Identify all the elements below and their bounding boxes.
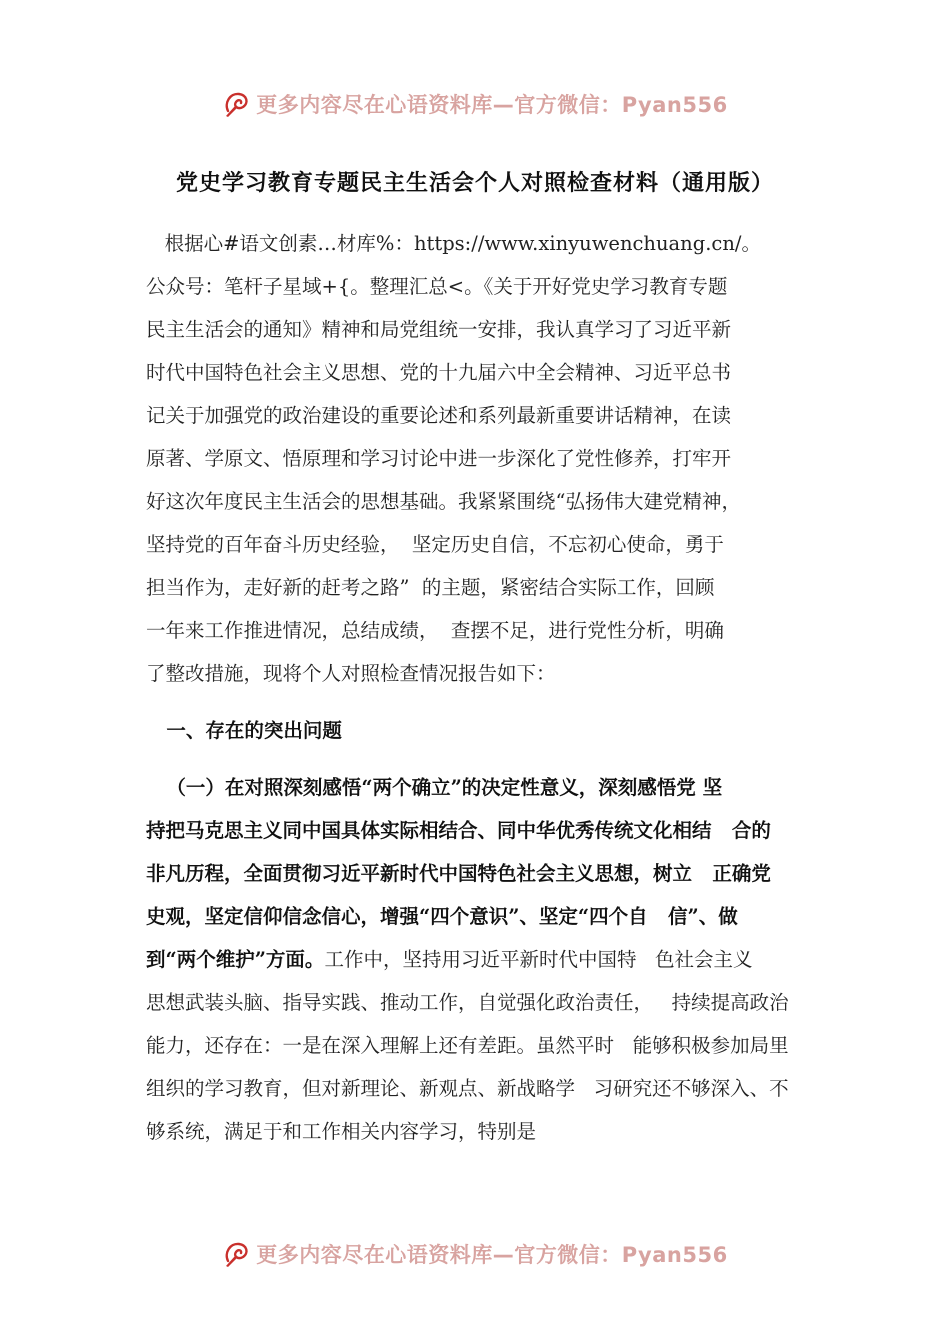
bold-line-3: 非凡历程，全面贯彻习近平新时代中国特色社会主义思想，树立 正确党 (146, 862, 771, 885)
mixed-line-normal: 工作中，坚持用习近平新时代中国特 色社会主义 (324, 948, 753, 971)
footer-banner (0, 1234, 950, 1274)
intro-line-11: 了整改措施，现将个人对照检查情况报告如下： (146, 662, 556, 685)
document-title: 党史学习教育专题民主生活会个人对照检查材料（通用版） (175, 170, 774, 196)
bold-line-1: （一）在对照深刻感悟“两个确立”的决定性意义，深刻感悟党 坚 (146, 776, 723, 799)
intro-line-1: 根据心#语文创素…材库%：https://www.xinyuwenchuang.cn/。 (146, 232, 761, 255)
intro-line-9: 担当作为，走好新的赶考之路” 的主题，紧密结合实际工作，回顾 (146, 576, 715, 599)
intro-line-5: 记关于加强党的政治建设的重要论述和系列最新重要讲话精神，在读 (146, 404, 732, 427)
body-line-4: 够系统，满足于和工作相关内容学习，特别是 (146, 1120, 537, 1143)
intro-line-8: 坚持党的百年奋斗历史经验， 坚定历史自信，不忘初心使命，勇于 (146, 533, 724, 556)
mixed-line-bold: 到“两个维护”方面。 (146, 948, 325, 971)
intro-line-6: 原著、学原文、悟原理和学习讨论中进一步深化了党性修养，打牢开 (146, 447, 732, 470)
intro-line-10: 一年来工作推进情况，总结成绩， 查摆不足，进行党性分析，明确 (146, 619, 724, 642)
body-line-2: 能力，还存在：一是在深入理解上还有差距。虽然平时 能够积极参加局里 (146, 1034, 789, 1057)
intro-line-2: 公众号：笔杆子星域+{。整理汇总<。《关于开好党史学习教育专题 (146, 275, 728, 298)
body-line-1: 思想武装头脑、指导实践、推动工作，自觉强化政治责任， 持续提高政治 (146, 991, 789, 1014)
bold-line-2: 持把马克思主义同中国具体实际相结合、同中华优秀传统文化相结 合的 (146, 819, 771, 842)
pen-swirl-logo-icon (222, 89, 252, 119)
intro-line-4: 时代中国特色社会主义思想、党的十九届六中全会精神、习近平总书 (146, 361, 732, 384)
banner-text: 更多内容尽在心语资料库—官方微信：Pyan556 (256, 1243, 728, 1267)
intro-line-3: 民主生活会的通知》精神和局党组统一安排，我认真学习了习近平新 (146, 318, 732, 341)
intro-line-7: 好这次年度民主生活会的思想基础。我紧紧围绕“弘扬伟大建党精神， (146, 490, 741, 513)
banner-text: 更多内容尽在心语资料库—官方微信：Pyan556 (256, 93, 728, 117)
section-heading: 一、存在的突出问题 (146, 719, 342, 742)
document-body (146, 222, 846, 1153)
header-banner (0, 84, 950, 124)
mixed-line (146, 938, 846, 981)
pen-swirl-logo-icon (222, 1239, 252, 1269)
body-line-3: 组织的学习教育，但对新理论、新观点、新战略学 习研究还不够深入、不 (146, 1077, 789, 1100)
bold-line-4: 史观，坚定信仰信念信心，增强“四个意识”、坚定“四个自 信”、做 (146, 905, 738, 928)
